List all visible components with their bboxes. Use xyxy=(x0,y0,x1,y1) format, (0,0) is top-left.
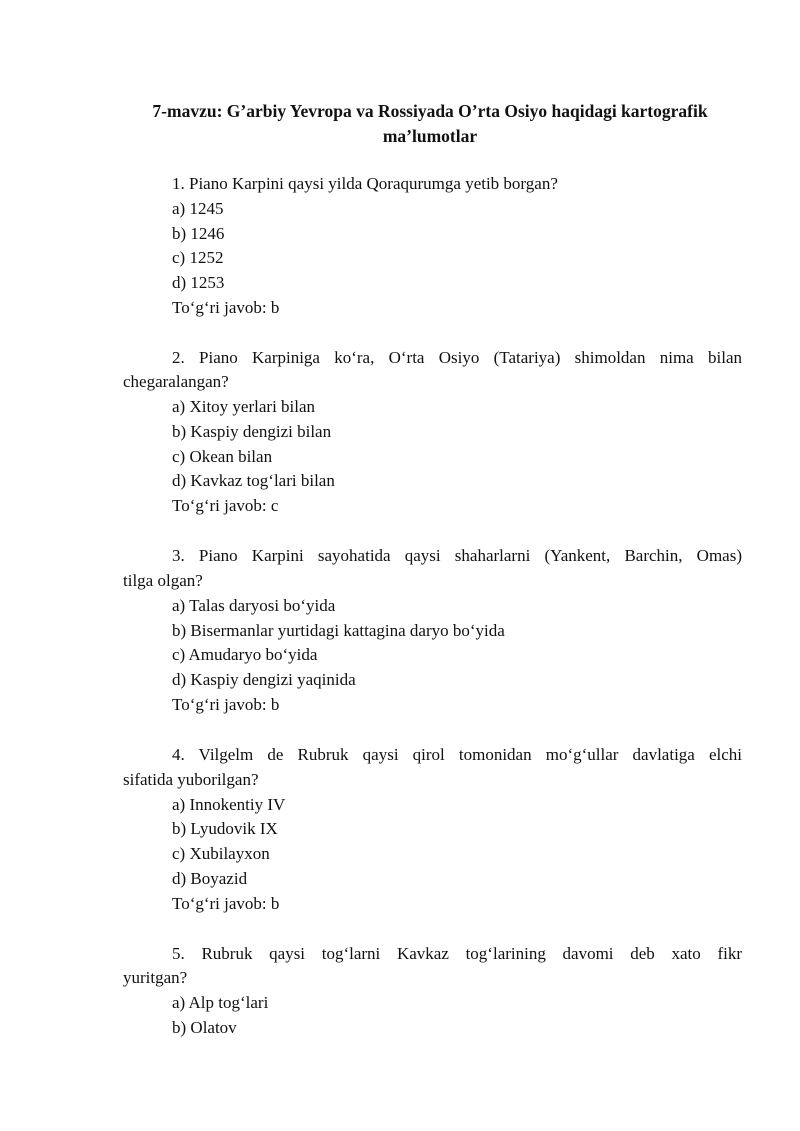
question-3-text-line-2: tilga olgan? xyxy=(123,571,203,590)
question-1-option-c: c) 1252 xyxy=(172,248,224,267)
question-3-option-c: c) Amudaryo bo‘yida xyxy=(172,645,318,664)
question-1-option-d: d) 1253 xyxy=(172,273,225,292)
question-1-option-b: b) 1246 xyxy=(172,224,225,243)
question-4-text-line-2: sifatida yuborilgan? xyxy=(123,770,259,789)
question-5-text-line-2: yuritgan? xyxy=(123,968,188,987)
question-2-option-c: c) Okean bilan xyxy=(172,447,273,466)
question-4-text-line-1: 4. Vilgelm de Rubruk qaysi qirol tomonidan mo‘g‘ullar davlatiga elchi xyxy=(172,745,742,764)
question-1-text: 1. Piano Karpini qaysi yilda Qoraqurumga yetib borgan? xyxy=(172,174,558,193)
question-2-option-b: b) Kaspiy dengizi bilan xyxy=(172,422,332,441)
question-4-option-a: a) Innokentiy IV xyxy=(172,795,286,814)
question-2-text-line-1: 2. Piano Karpiniga ko‘ra, O‘rta Osiyo (Tatariya) shimoldan nima bilan xyxy=(172,348,742,367)
question-5-option-b: b) Olatov xyxy=(172,1018,237,1037)
question-2-option-d: d) Kavkaz tog‘lari bilan xyxy=(172,471,335,490)
question-4-option-c: c) Xubilayxon xyxy=(172,844,270,863)
question-1-option-a: a) 1245 xyxy=(172,199,224,218)
question-2-option-a: a) Xitoy yerlari bilan xyxy=(172,397,316,416)
question-2-text-line-2: chegaralangan? xyxy=(123,372,229,391)
question-4-option-b: b) Lyudovik IX xyxy=(172,819,278,838)
question-3-option-a: a) Talas daryosi bo‘yida xyxy=(172,596,336,615)
question-5-option-a: a) Alp tog‘lari xyxy=(172,993,269,1012)
question-4-answer: To‘g‘ri javob: b xyxy=(172,894,280,913)
question-1-answer: To‘g‘ri javob: b xyxy=(172,298,280,317)
question-3-text-line-1: 3. Piano Karpini sayohatida qaysi shaharlarni (Yankent, Barchin, Omas) xyxy=(172,546,742,565)
title-line-1: 7-mavzu: G’arbiy Yevropa va Rossiyada O’rta Osiyo haqidagi kartografik xyxy=(152,101,708,121)
title-line-2: ma’lumotlar xyxy=(382,126,478,146)
question-3-option-b: b) Bisermanlar yurtidagi kattagina daryo bo‘yida xyxy=(172,621,505,640)
question-2-answer: To‘g‘ri javob: c xyxy=(172,496,279,515)
question-3-answer: To‘g‘ri javob: b xyxy=(172,695,280,714)
question-3-option-d: d) Kaspiy dengizi yaqinida xyxy=(172,670,356,689)
question-5-text-line-1: 5. Rubruk qaysi tog‘larni Kavkaz tog‘larining davomi deb xato fikr xyxy=(172,944,742,963)
question-4-option-d: d) Boyazid xyxy=(172,869,248,888)
page-title xyxy=(118,99,742,149)
